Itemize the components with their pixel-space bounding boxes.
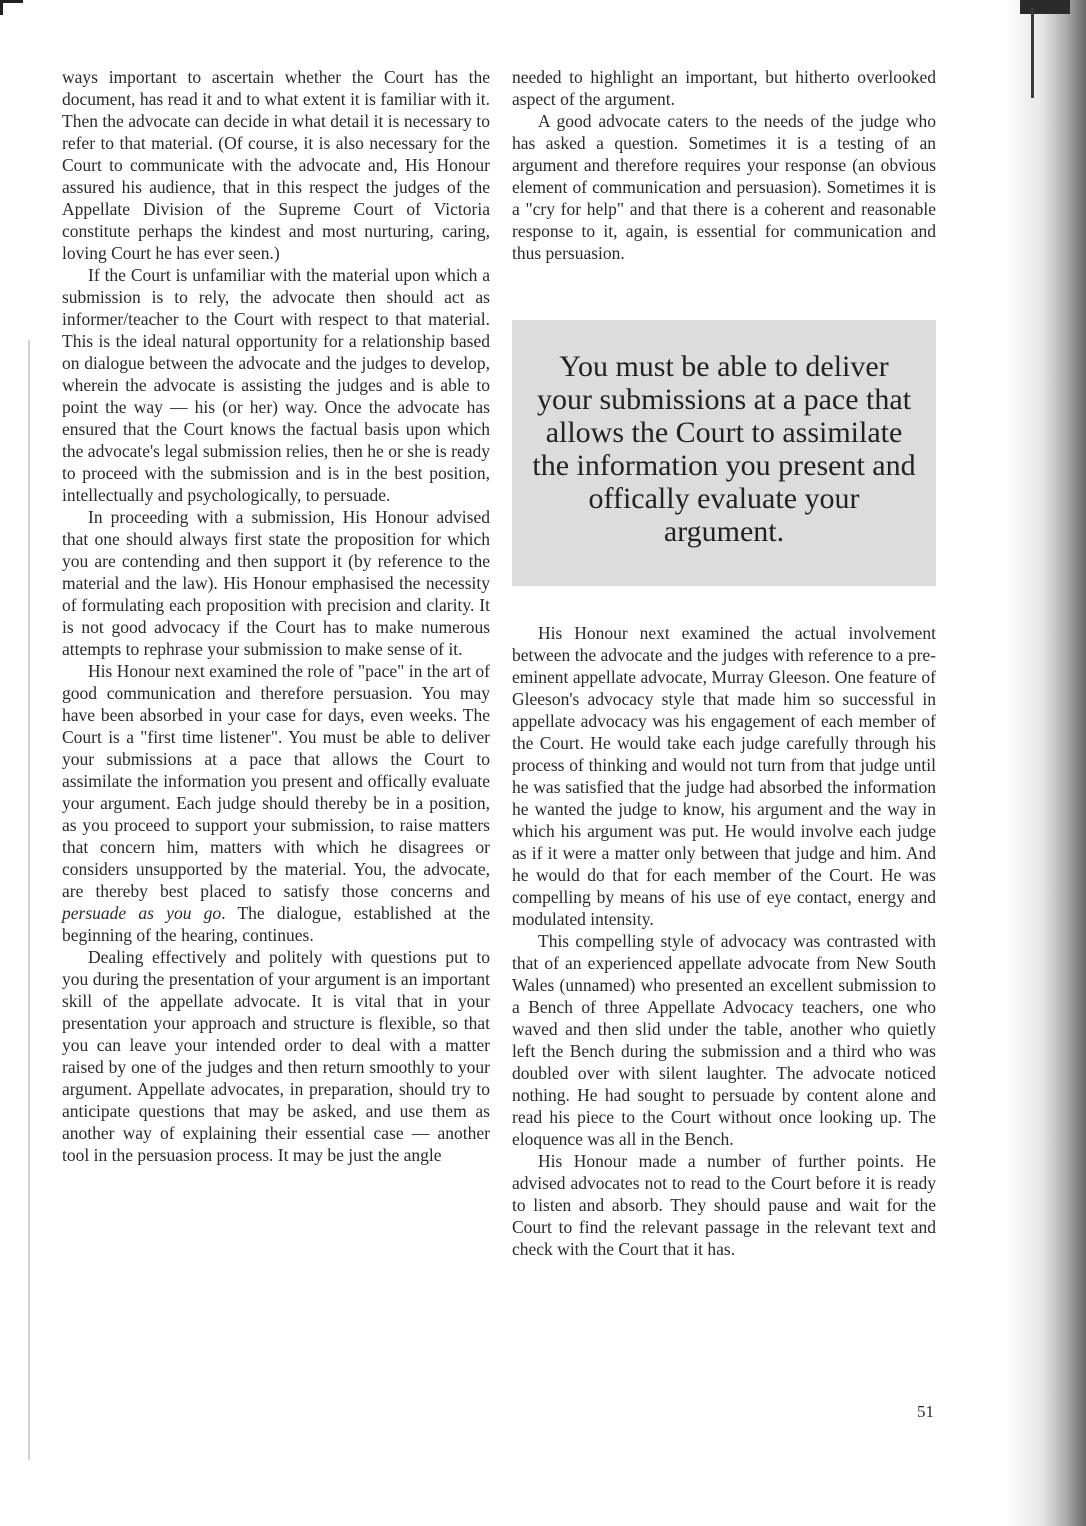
binding-edge: [1020, 0, 1070, 14]
paragraph: His Honour next examined the actual involvement between the advocate and the judges with reference to a pre-eminent appellate advocate, Murray Gleeson. One feature of Gleeson's advocacy style that made him so successful in appellate advocacy was his engagement of each member of the Court. He would take each judge carefully through his process of thinking and would not turn from that judge until he was satisfied that the judge had absorbed the information he wanted the judge to know, his argument and the way in which his argument was put. He would involve each judge as if it were a matter only between that judge and him. And he would do that for each member of the Court. He was compelling by means of his use of eye contact, energy and modulated intensity.: [512, 623, 936, 929]
paragraph: ways important to ascertain whether the Court has the document, has read it and to what extent it is familiar with it. Then the advocate can decide in what detail it is necessary to refer to that material. (Of course, it is also necessary for the Court to communicate with the advocate and, His Honour assured his audience, that in this respect the judges of the Appellate Division of the Supreme Court of Victoria constitute perhaps the kindest and most nurturing, caring, loving Court he has ever seen.): [62, 67, 490, 263]
emphasis-text: persuade as you go: [62, 903, 222, 923]
paragraph: needed to highlight an important, but hitherto overlooked aspect of the argument.: [512, 67, 936, 109]
paragraph: In proceeding with a submission, His Honour advised that one should always first state the proposition for which you are contending and then support it (by reference to the material and the law). His Honour emphasised the necessity of formulating each proposition with precision and clarity. It is not good advocacy if the Court has to make numerous attempts to rephrase your submission to make sense of it.: [62, 507, 490, 659]
page-number: 51: [917, 1402, 934, 1421]
paragraph: His Honour made a number of further points. He advised advocates not to read to the Court before it is ready to listen and absorb. They should pause and wait for the Court to find the relevant passage in the relevant text and check with the Court that it has.: [512, 1151, 936, 1259]
paragraph: If the Court is unfamiliar with the material upon which a submission is to rely, the advocate then should act as informer/teacher to the Court with respect to that material. This is the ideal natural opportunity for a relationship based on dialogue between the advocate and the judges to develop, wherein the advocate is assisting the judges and is able to point the way — his (or her) way. Once the advocate has ensured that the Court knows the factual basis upon which the advocate's legal submission relies, then he or she is ready to proceed with the submission and is in the best position, intellectually and psychologically, to persuade.: [62, 265, 490, 505]
crop-mark: [0, 0, 23, 15]
paragraph: [62, 660, 490, 946]
paragraph-text: . The dialogue, established at the beginning of the hearing, continues.: [62, 903, 491, 945]
left-column: [62, 66, 490, 1166]
paragraph: A good advocate caters to the needs of the judge who has asked a question. Sometimes it is a testing of an argument and therefore requires your response (an obvious element of communication and persuasion). Sometimes it is a "cry for help" and that there is a coherent and reasonable response to it, again, is essential for communication and thus persuasion.: [512, 111, 936, 263]
binding-line: [1031, 8, 1034, 98]
paragraph: This compelling style of advocacy was contrasted with that of an experienced appellate advocate from New South Wales (unnamed) who presented an excellent submission to a Bench of three Appellate Advocacy teachers, one who waved and then slid under the table, another who quietly left the Bench during the submission and a third who was doubled over with silent laughter. The advocate noticed nothing. He had sought to persuade by content alone and read his piece to the Court without once looking up. The eloquence was all in the Bench.: [512, 931, 936, 1149]
binding-shadow: [1006, 0, 1086, 1526]
page-edge-shadow: [28, 340, 30, 1460]
right-column-top: [512, 66, 936, 264]
paragraph: Dealing effectively and politely with questions put to you during the presentation of your argument is an important skill of the appellate advocate. It is vital that in your presentation your approach and structure is flexible, so that you can leave your intended order to deal with a matter raised by one of the judges and then return smoothly to your argument. Appellate advocates, in preparation, should try to anticipate questions that may be asked, and use them as another way of explaining their essential case — another tool in the persuasion process. It may be just the angle: [62, 947, 490, 1165]
paragraph-text: His Honour next examined the role of "pace" in the art of good communication and therefore persuasion. You may have been absorbed in your case for days, even weeks. The Court is a "first time listener". You must be able to deliver your submissions at a pace that allows the Court to assimilate the information you present and offically evaluate your argument. Each judge should thereby be in a position, as you proceed to support your submission, to raise matters that concern him, matters with which he disagrees or considers unsupported by the material. You, the advocate, are thereby best placed to satisfy those concerns and: [62, 661, 490, 901]
pull-quote: You must be able to deliver your submissions at a pace that allows the Court to assimilate the information you present and offically evaluate your argument.: [512, 320, 936, 586]
right-column-bottom: [512, 622, 936, 1260]
